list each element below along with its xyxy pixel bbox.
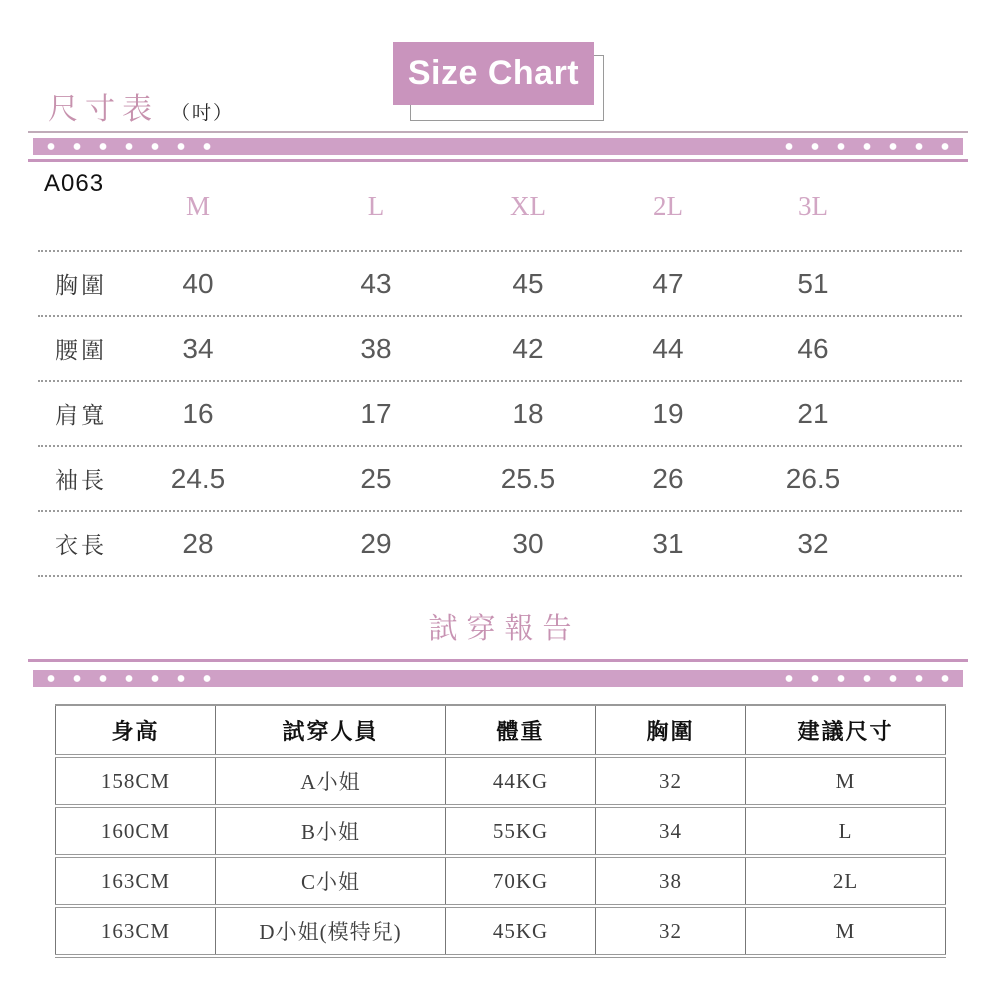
fit-col-header-tester: 試穿人員 — [216, 705, 446, 756]
fit-col-header-bust: 胸圍 — [596, 705, 746, 756]
banner — [393, 42, 594, 105]
fit-report-table — [55, 704, 946, 958]
measure-value: 19 — [652, 397, 684, 429]
fit-row-d — [56, 906, 946, 956]
size-section-unit: （吋） — [171, 103, 235, 124]
measure-label: 袖長 — [55, 468, 107, 493]
fit-header-row — [56, 705, 946, 756]
fit-cell: 32 — [596, 906, 746, 956]
measure-value: 40 — [182, 267, 214, 299]
fit-col-header-height: 身高 — [56, 705, 216, 756]
fit-cell: 70KG — [446, 856, 596, 906]
measure-value: 43 — [360, 267, 392, 299]
fit-cell: A小姐 — [216, 756, 446, 806]
measure-label: 衣長 — [55, 533, 107, 558]
table-row-shoulder — [38, 380, 962, 445]
measure-value: 18 — [512, 397, 544, 429]
fit-col-header-weight: 體重 — [446, 705, 596, 756]
heading-underline — [28, 131, 968, 133]
fit-cell: 32 — [596, 756, 746, 806]
dotted-ribbon-bottom — [33, 670, 963, 687]
fit-cell: 45KG — [446, 906, 596, 956]
table-row-sleeve — [38, 445, 962, 510]
size-section-title: 尺寸表 — [48, 93, 159, 126]
measure-value: 25 — [360, 462, 392, 494]
fit-cell: 160CM — [56, 806, 216, 856]
measure-value: 38 — [360, 332, 392, 364]
fit-row-b — [56, 806, 946, 856]
table-row-bust — [38, 250, 962, 315]
fit-cell: D小姐(模特兒) — [216, 906, 446, 956]
white-dots-left — [38, 670, 220, 687]
size-col-header-2l: 2L — [653, 190, 683, 221]
fit-cell: 44KG — [446, 756, 596, 806]
measure-value: 24.5 — [170, 462, 226, 494]
white-dots-right — [776, 138, 958, 155]
measure-value: 34 — [182, 332, 214, 364]
measure-value: 16 — [182, 397, 214, 429]
size-table — [38, 162, 962, 577]
size-section-heading — [48, 84, 234, 128]
measure-label: 胸圍 — [55, 273, 107, 298]
fit-cell: 34 — [596, 806, 746, 856]
measure-value: 31 — [652, 527, 684, 559]
measure-value: 17 — [360, 397, 392, 429]
fit-cell: L — [746, 806, 946, 856]
fit-cell: 55KG — [446, 806, 596, 856]
size-col-header-l: L — [367, 190, 385, 221]
fit-cell: C小姐 — [216, 856, 446, 906]
measure-value: 45 — [512, 267, 544, 299]
measure-value: 21 — [797, 397, 829, 429]
measure-label: 肩寬 — [55, 403, 107, 428]
fit-cell: M — [746, 756, 946, 806]
fit-row-a — [56, 756, 946, 806]
measure-value: 32 — [797, 527, 829, 559]
measure-value: 44 — [652, 332, 684, 364]
fit-cell: M — [746, 906, 946, 956]
measure-value: 47 — [652, 267, 684, 299]
fit-cell: 163CM — [56, 906, 216, 956]
product-code: A063 — [44, 170, 105, 197]
measure-value: 25.5 — [500, 462, 556, 494]
measure-value: 30 — [512, 527, 544, 559]
measure-label: 腰圍 — [55, 338, 107, 363]
fit-cell: 38 — [596, 856, 746, 906]
measure-value: 28 — [182, 527, 214, 559]
banner-title: Size Chart — [407, 54, 580, 92]
fit-report-title: 試穿報告 — [428, 613, 581, 645]
measure-value: 42 — [512, 332, 544, 364]
dotted-ribbon-top — [33, 138, 963, 155]
size-table-header-row — [38, 162, 962, 250]
fit-row-c — [56, 856, 946, 906]
white-dots-right — [776, 670, 958, 687]
fit-cell: 163CM — [56, 856, 216, 906]
fit-cell: B小姐 — [216, 806, 446, 856]
measure-value: 26 — [652, 462, 684, 494]
size-col-header-3l: 3L — [798, 190, 828, 221]
measure-value: 51 — [797, 267, 829, 299]
fit-col-header-size: 建議尺寸 — [746, 705, 946, 756]
fit-cell: 158CM — [56, 756, 216, 806]
ribbon-overline-bottom — [28, 659, 968, 662]
fit-cell: 2L — [746, 856, 946, 906]
size-col-header-xl: XL — [510, 190, 546, 221]
measure-value: 46 — [797, 332, 829, 364]
table-row-waist — [38, 315, 962, 380]
table-row-length — [38, 510, 962, 577]
size-col-header-m: M — [185, 190, 210, 221]
measure-value: 29 — [360, 527, 392, 559]
measure-value: 26.5 — [785, 462, 841, 494]
white-dots-left — [38, 138, 220, 155]
